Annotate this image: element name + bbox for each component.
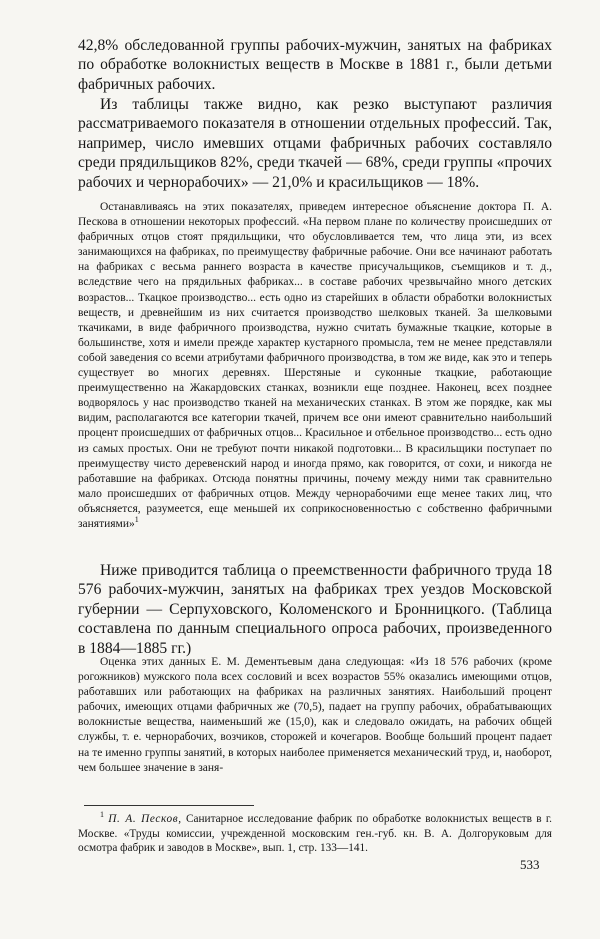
footnote-mark: 1 xyxy=(100,810,104,820)
quote-block xyxy=(78,200,552,532)
page-number: 533 xyxy=(520,857,540,872)
footnote-text: Санитарное исследование фабрик по обработке волокнистых веществ в г. Москве. «Труды комиссии, учрежденной московским ген.-губ. кн. В. А. Долгоруковым для осмотра фабрик и заводов в Москве», вып. 1, стр. 133—141. xyxy=(78,813,553,855)
footnote-author: П. А. Песков, xyxy=(108,813,182,825)
footnote-divider xyxy=(84,805,254,806)
quote-text: Останавливаясь на этих показателях, приведем интересное объяснение доктора П. А. Пескова в отношении некоторых профессий. «На первом плане по количеству происшедших от фабричных отцов стоят прядильщики, что обусловливается тем, что лица эти, из всех занимающихся на фабриках, по преимуществу фабричные рабочие. Они все начинают работать на фабриках с весьма раннего возраста в качестве присучальщиков, съемщиков и т. д., вследствие чего на прядильных фабриках... в составе рабочих чрезвычайно много детских возрастов... Ткацкое производство... есть одно из старейших в области обработки волокнистых веществ, и древнейшим из них считается производство шелковых тканей. За шелковыми ткачиками, в виде фабричного производства, нужно считать бумажные ткацкие, которые в большинстве, хотя и имели прежде характер кустарного промысла, тем не менее представляли собой заведения со всеми атрибутами фабричного производства, в том же виде, как это и теперь существует во многих деревнях. Шерстяные и суконные ткацкие, работающие преимущественно на Жакардовских станках, возникли еще позднее. Наконец, всех позднее водворялось у нас производство тканей на механических станках. В этом же порядке, как мы видим, располагаются все категории ткачей, причем все они имеют сравнительно наибольший процент происшедших от фабричных отцов... Красильное и отбельное производство... есть одно из самых простых. Они не требуют почти никакой подготовки... В красильщики поступает по преимуществу чисто деревенский народ и иногда прямо, как говорится, от сохи, и никогда не работавшие на фабриках. Отсюда понятны причины, почему между ними так сравнительно мало происшедших от фабричных отцов. Между чернорабочими еще менее таких лиц, что объясняется, разумеется, еще меньшей их соприкосновенностью с собственно фабричными занятиями» xyxy=(78,201,552,530)
paragraph-2: Из таблицы также видно, как резко выступают различия рассматриваемого показателя в отношении отдельных профессий. Так, например, число имевших отцами фабричных рабочих составляло среди прядильщиков 82%, среди ткачей — 68%, среди группы «прочих рабочих и чернорабочих» — 21,0% и красильщиков — 18%. xyxy=(78,96,552,191)
paragraph-3: Ниже приводится таблица о преемственности фабричного труда 18 576 рабочих-мужчин, занятых на фабриках трех уездов Московской губернии — Серпуховского, Коломенского и Бронницкого. (Таблица составлена по данным специального опроса рабочих, произведенного в 1884—1885 гг.) xyxy=(78,562,552,657)
paragraph-1: 42,8% обследованной группы рабочих-мужчин, занятых на фабриках по обработке волокнистых веществ в Москве в 1881 г., были детьми фабричных рабочих. xyxy=(78,37,552,93)
footnote xyxy=(78,812,552,856)
footnote-reference: 1 xyxy=(134,515,139,525)
paragraph-4: Оценка этих данных Е. М. Дементьевым дана следующая: «Из 18 576 рабочих (кроме рогожников) мужского пола всех сословий и всех возрастов 55% оказались имеющими отцов, работавших или работающих на фабриках на различных занятиях. Наибольший процент рабочих, имеющих отцами фабричных же (70,5), падает на группу рабочих, обрабатывающих волокнистые вещества, наименьший же (15,0), как и следовало ожидать, на рабочих общей службы, т. е. чернорабочих, возчиков, сторожей и кочегаров. Вообще больший процент падает на те именно группы занятий, в которых наиболее применяется механический труд, и, наоборот, чем большее значение в заня- xyxy=(78,656,552,774)
